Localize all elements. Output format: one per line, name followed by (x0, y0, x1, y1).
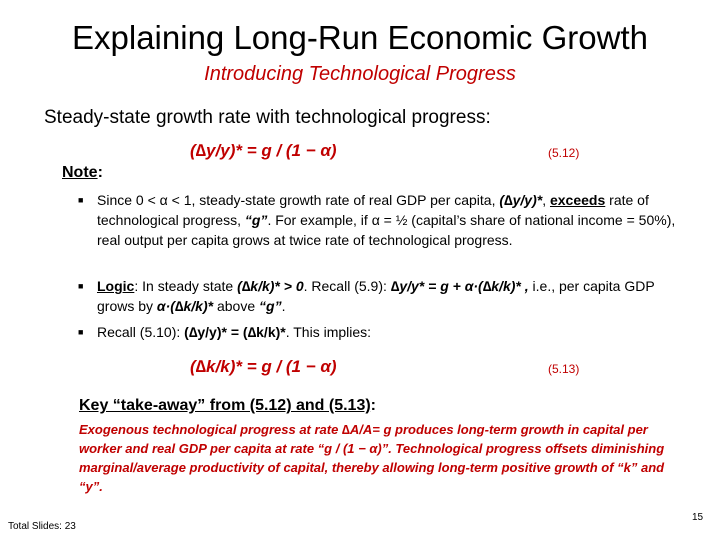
capital-growth-term: (∆k/k)* > 0 (237, 278, 304, 294)
note-label: Note (62, 164, 98, 181)
bullet-text-part: , (542, 192, 550, 208)
equation-5-13: (∆k/k)* = g / (1 − α) (190, 357, 337, 376)
bullet-text-part: Since 0 < α < 1, steady-state growth rate of real GDP per capita, (97, 192, 500, 208)
total-slides-label: Total Slides: 23 (8, 521, 76, 532)
growth-rate-term: (∆y/y)* (499, 192, 543, 208)
square-bullet-icon: ■ (78, 327, 84, 337)
note-colon: : (97, 164, 103, 181)
square-bullet-icon: ■ (78, 281, 84, 291)
page-number: 15 (692, 512, 704, 523)
equation-5-12: (∆y/y)* = g / (1 − α) (190, 141, 337, 160)
key-takeaway-body: Exogenous technological progress at rate ∆A/A= g produces long-term growth in capital per worker and real GDP per capita at rate “g / (1 − α)”. Technological progress offsets diminishing marginal/average productivity of capital, thereby allowing long-term positive growth of “k” and “y”. (79, 422, 665, 494)
bullet-item (78, 190, 686, 250)
recall-equation-term: (∆y/y)* = (∆k/k)* (184, 324, 286, 340)
bullet-text (97, 322, 686, 342)
bullet-text (97, 276, 686, 316)
bullet-text-part: above (213, 298, 260, 314)
slide-subtitle: Introducing Technological Progress (204, 63, 516, 85)
bullet-text-part: . Recall (5.9): (303, 278, 391, 294)
g-term: “g” (259, 298, 282, 314)
exceeds-emphasis: exceeds (549, 192, 606, 208)
slide-title: Explaining Long-Run Economic Growth (72, 19, 648, 56)
bullet-text-part: Recall (5.10): (97, 324, 185, 340)
logic-label: Logic (97, 278, 135, 294)
intro-text: Steady-state growth rate with technological progress: (44, 107, 491, 128)
note-heading (62, 163, 103, 183)
bullet-text (97, 190, 686, 250)
key-takeaway-heading (79, 396, 376, 416)
alpha-term: α·(∆k/k)* (156, 298, 214, 314)
equation-number-5-13: (5.13) (548, 362, 580, 376)
bullet-item (78, 276, 686, 316)
key-takeaway-label: Key “take-away” from (5.12) and (5.13) (79, 397, 371, 414)
recall-equation-term: ∆y/y* = g + α·(∆k/k)* , (390, 278, 529, 294)
bullet-text-part: . (281, 298, 286, 314)
bullet-text-part: . This implies: (285, 324, 372, 340)
bullet-text-part: i.e., per capita GDP grows by (97, 278, 655, 314)
bullet-text-part: : In steady state (134, 278, 238, 294)
equation-number-5-12: (5.12) (548, 146, 580, 160)
square-bullet-icon: ■ (78, 195, 84, 205)
bullet-text-part: . For example, if α = ½ (capital’s share of national income = 50%), real output per capita grows at twice rate of technological progress. (97, 212, 676, 248)
key-takeaway-colon: : (370, 397, 376, 414)
bullet-item (78, 322, 686, 342)
bullet-text-part: rate of technological progress, (97, 192, 649, 228)
g-term: “g” (244, 212, 268, 228)
